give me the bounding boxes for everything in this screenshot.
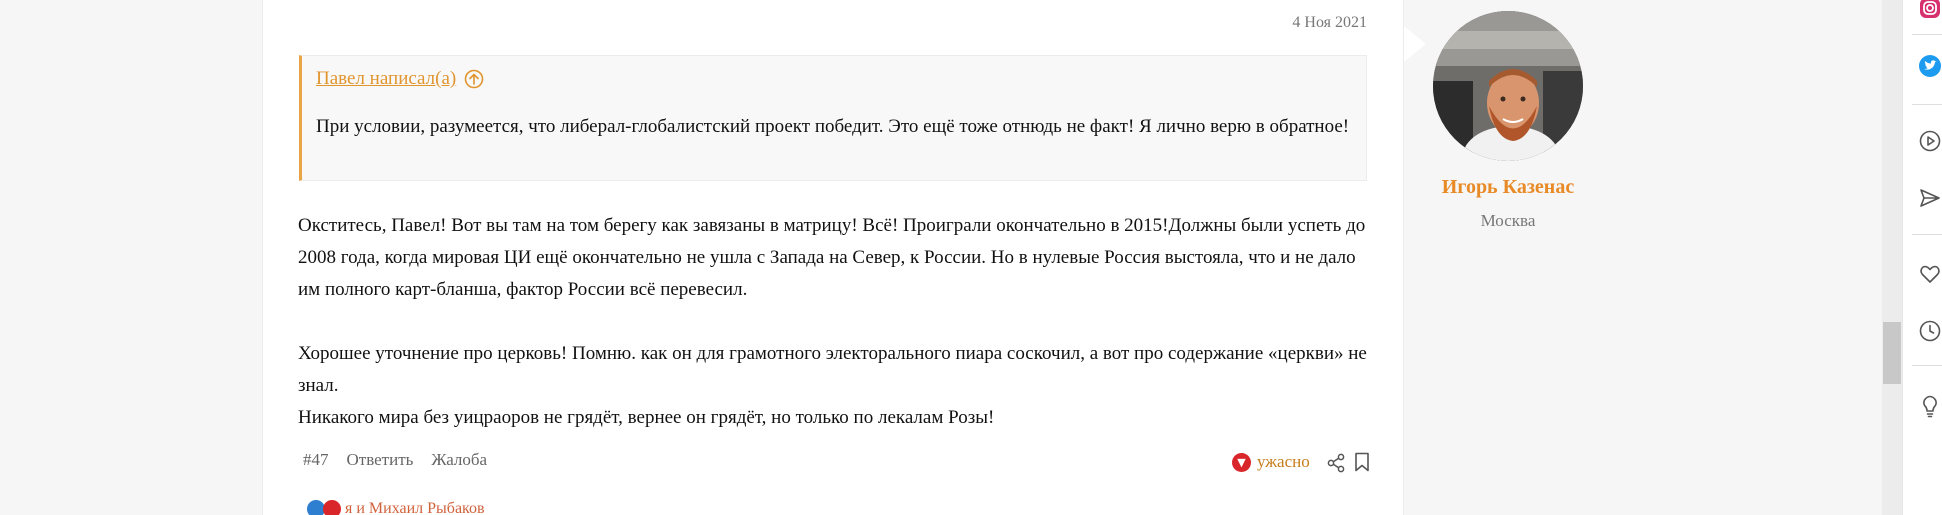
comment-date: 4 Ноя 2021 bbox=[1292, 14, 1367, 31]
comment-paragraph: Окститесь, Павел! Вот вы там на том берегу как завязаны в матрицу! Всё! Проиграли окончательно в 2015!Должны были успеть до 2008 года, когда мировая ЦИ ещё окончательно не ушла с Запада на Север, к России. Но в нулевые Россия выстояла, что и не дало им полного карт-бланша, фактор России всё перевесил. bbox=[298, 215, 1366, 300]
quote-block bbox=[299, 55, 1367, 181]
quote-author-row bbox=[316, 68, 484, 90]
rail-divider bbox=[1912, 365, 1942, 366]
reaction-button[interactable] bbox=[1232, 452, 1310, 472]
comment-paragraph: Хорошее уточнение про церковь! Помню. как он для грамотного электорального пиара соскочил, а вот про содержание «церкви» не знал. bbox=[298, 343, 1367, 396]
lightbulb-icon[interactable] bbox=[1918, 394, 1942, 418]
rail-divider bbox=[1912, 104, 1942, 105]
share-icon[interactable] bbox=[1326, 453, 1346, 473]
paragraph-gap bbox=[298, 306, 1378, 338]
complaint-button[interactable]: Жалоба bbox=[431, 450, 488, 469]
avatar-photo bbox=[1433, 11, 1583, 161]
reactors-row[interactable] bbox=[307, 500, 485, 515]
arrow-up-circle-icon[interactable] bbox=[464, 69, 484, 89]
reply-button[interactable]: Ответить bbox=[346, 450, 414, 469]
card-pointer bbox=[1404, 26, 1426, 62]
rail-divider bbox=[1912, 34, 1942, 35]
clock-icon[interactable] bbox=[1918, 319, 1942, 343]
avatar[interactable] bbox=[1433, 11, 1583, 161]
left-gutter bbox=[0, 0, 262, 515]
comment-number-link[interactable]: #47 bbox=[303, 450, 329, 469]
quote-text: При условии, разумеется, что либерал-глобалистский проект победит. Это ещё тоже отнюдь не факт! Я лично верю в обратное! bbox=[316, 116, 1350, 137]
send-icon[interactable] bbox=[1918, 186, 1942, 210]
dislike-reaction-icon bbox=[323, 500, 341, 515]
twitter-icon[interactable] bbox=[1918, 54, 1942, 78]
comment-body bbox=[298, 210, 1378, 434]
comment-paragraph: Никакого мира без уицраоров не грядёт, вернее он грядёт, но только по лекалам Розы! bbox=[298, 407, 995, 428]
rail-divider bbox=[1912, 234, 1942, 235]
reaction-label: ужасно bbox=[1257, 452, 1310, 471]
play-icon[interactable] bbox=[1918, 129, 1942, 153]
comment-actions bbox=[303, 450, 487, 470]
instagram-icon[interactable] bbox=[1918, 0, 1942, 20]
reactors-text: я и Михаил Рыбаков bbox=[345, 500, 485, 515]
scrollbar-thumb[interactable] bbox=[1883, 322, 1901, 384]
author-name[interactable]: Игорь Казенас bbox=[1441, 176, 1575, 198]
thumbs-down-icon: ▼ bbox=[1232, 453, 1251, 472]
bookmark-icon[interactable] bbox=[1354, 452, 1370, 472]
author-city: Москва bbox=[1480, 211, 1536, 230]
scrollbar-track[interactable] bbox=[1882, 0, 1902, 515]
heart-icon[interactable] bbox=[1918, 262, 1942, 286]
quote-author-link[interactable]: Павел написал(а) bbox=[316, 68, 457, 89]
